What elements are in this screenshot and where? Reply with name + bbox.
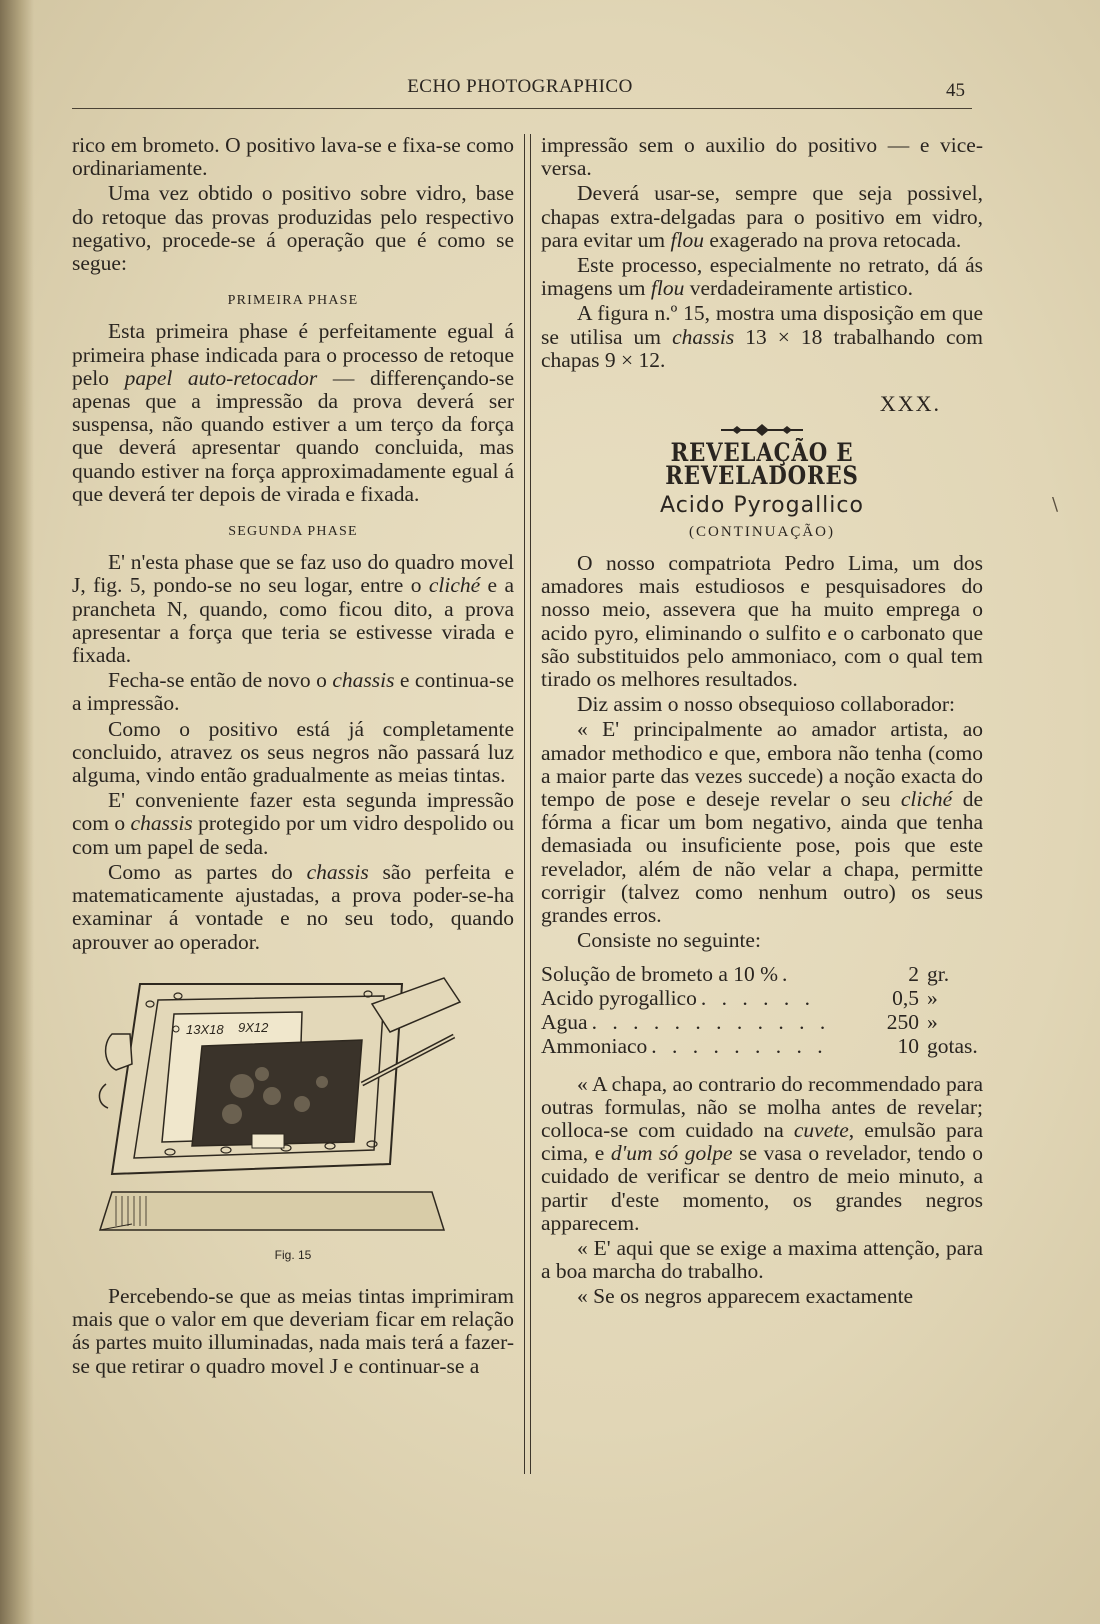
figure-chassis-illustration (72, 974, 514, 1236)
left-column (72, 134, 514, 1380)
continued-label: (CONTINUAÇÃO) (689, 523, 835, 540)
paragraph: Deverá usar-se, sempre que seja possivel, chapas extra-delgadas para o positivo em vidro, para evitar um flou exagerado na prova retocada. (541, 181, 983, 252)
figure-caption: Fig. 15 (274, 1247, 312, 1262)
header-rule (72, 108, 972, 109)
paragraph: Uma vez obtido o positivo sobre vidro, base do retoque das provas produzidas pelo respectivo negativo, procede-se á operação que é como se segue: (72, 181, 514, 276)
page-number: 45 (946, 80, 965, 101)
emphasis: chassis (332, 668, 395, 693)
leader-dots: . . . . . . . . . (651, 1034, 828, 1058)
emphasis: cliché (428, 573, 481, 598)
paragraph: Este processo, especialmente no retrato, dá ás imagens um flou verdadeiramente artistico. (541, 253, 983, 301)
paragraph: « Se os negros apparecem exactamente (577, 1284, 914, 1309)
paragraph: impressão sem o auxilio do positivo — e vice-versa. (541, 133, 983, 181)
leader-dots: . (782, 962, 793, 986)
margin-mark: \ (1052, 494, 1059, 515)
ingredient-unit: gotas. (927, 1033, 978, 1058)
ingredient-name: Solução de brometo a 10 % (541, 961, 779, 986)
paragraph: E' conveniente fazer esta segunda impressão com o chassis protegido por um vidro despolido ou com um papel de seda. (72, 788, 514, 859)
right-column (541, 134, 983, 1311)
ingredient-name: Acido pyrogallico (541, 985, 697, 1010)
paragraph: « A chapa, ao contrario do recommendado para outras formulas, não se molha antes de revelar; colloca-se com cuidado na cuvete, emulsão para cima, e d'um só golpe se vasa o revelador, tendo o cuidado de verificar se dentro de meio minuto, a partir d'este momento, os grandes negros apparecem. (541, 1071, 984, 1235)
ornament-divider (541, 419, 983, 437)
emphasis: chassis (306, 859, 369, 884)
paragraph: E' n'esta phase que se faz uso do quadro movel J, fig. 5, pondo-se no seu logar, entre o cliché e a prancheta N, quando, como ficou dito, a prova apresentar a força que teria se estivesse virada e fixada. (72, 550, 515, 668)
paragraph: Consiste no seguinte: (577, 928, 761, 953)
paragraph: rico em brometo. O positivo lava-se e fixa-se como ordinariamente. (72, 133, 514, 181)
emphasis: cliché (900, 787, 953, 812)
ingredient-amount: 0,5 (892, 985, 919, 1010)
emphasis: cuvete (793, 1117, 849, 1142)
ingredient-amount: 250 (886, 1009, 919, 1034)
ingredient-unit: » (927, 985, 938, 1010)
paragraph: Percebendo-se que as meias tintas imprimiram mais que o valor em que deveriam ficar em relação ás partes muito illuminadas, nada mais terá a fazer-se que retirar o quadro movel J e continuar-se a (72, 1283, 514, 1378)
formula-row (541, 963, 983, 987)
emphasis: flou (670, 227, 704, 252)
chapter-title: REVELAÇÃO E REVELADORES (665, 438, 859, 491)
paragraph: Como as partes do chassis são perfeita e matematicamente ajustadas, a prova poder-se-ha examinar á vontade e no seu todo, quando aprouver ao operador. (72, 859, 515, 954)
formula-row (541, 1011, 983, 1035)
running-title: ECHO PHOTOGRAPHICO (407, 76, 633, 97)
emphasis: flou (650, 276, 685, 301)
ingredient-name: Ammoniaco (541, 1033, 648, 1058)
paragraph: O nosso compatriota Pedro Lima, um dos amadores mais estudiosos e pesquisadores do nosso meio, assevera que ha muito emprega o acido pyro, eliminando o sulfito e o carbonato que são substituidos pelo ammoniaco, com o qual tem tirado os melhores resultados. (541, 551, 983, 692)
ingredient-unit: gr. (927, 961, 950, 986)
formula-row (541, 1035, 983, 1059)
leader-dots: . . . . . . (700, 986, 815, 1010)
paragraph: Diz assim o nosso obsequioso collaborador: (577, 692, 955, 717)
paragraph: Esta primeira phase é perfeitamente egual á primeira phase indicada para o processo de retoque pelo papel auto-retocador — differençando-se apenas que a impressão da prova deverá ser suspensa, não quando estiver a um terço da força que deverá apresentar quando concluida, mas quando estiver na força approximadamente egual á que deverá ter depois de virada e fixada. (72, 319, 514, 506)
emphasis: d'um só golpe (610, 1141, 733, 1166)
ingredient-amount: 2 (908, 961, 919, 986)
gutter-shadow (0, 0, 34, 1624)
ornament-icon (717, 423, 807, 437)
column-divider (524, 134, 531, 1474)
ingredient-unit: » (927, 1009, 938, 1034)
paragraph: Fecha-se então de novo o chassis e continua-se a impressão. (72, 668, 515, 716)
paragraph: Como o positivo está já completamente concluido, atravez os seus negros não passará luz alguma, vindo então gradualmente as meias tintas. (72, 716, 514, 788)
emphasis: chassis (672, 324, 735, 349)
subheading-segunda-phase: SEGUNDA PHASE (228, 524, 358, 540)
emphasis: papel auto-retocador (124, 365, 318, 390)
ingredient-name: Agua (541, 1009, 588, 1034)
plate-label-13x18: 13X18 (186, 1021, 224, 1037)
ingredient-amount: 10 (897, 1033, 919, 1058)
formula-row (541, 987, 983, 1011)
subheading-primeira-phase: PRIMEIRA PHASE (227, 293, 359, 309)
page-header (0, 72, 1100, 102)
emphasis: chassis (130, 811, 193, 836)
chapter-number: XXX. (879, 391, 941, 417)
paragraph: A figura n.º 15, mostra uma disposição em que se utilisa um chassis 13 × 18 trabalhando com chapas 9 × 12. (541, 301, 984, 372)
leader-dots: . . . . . . . . . . . . (591, 1010, 831, 1034)
plate-label-9x12: 9X12 (238, 1019, 269, 1035)
chassis-drawing (72, 974, 514, 1236)
formula-table (541, 963, 983, 1059)
paragraph: « E' aqui que se exige a maxima attenção, para a boa marcha do trabalho. (541, 1235, 983, 1284)
section-title: Acido Pyrogallico (660, 492, 864, 518)
paragraph: « E' principalmente ao amador artista, ao amador methodico e que, embora não tenha (como a maior parte das vezes succede) a noção exacta do tempo de pose e deseje revelar o seu cliché de fórma a ficar um bom negativo, ainda que tenha demasiada ou insuficiente pose, pois que este revelador, além de não velar a chapa, permitte corrigir (talvez como nenhum outro) os seus grandes erros. (541, 717, 984, 928)
